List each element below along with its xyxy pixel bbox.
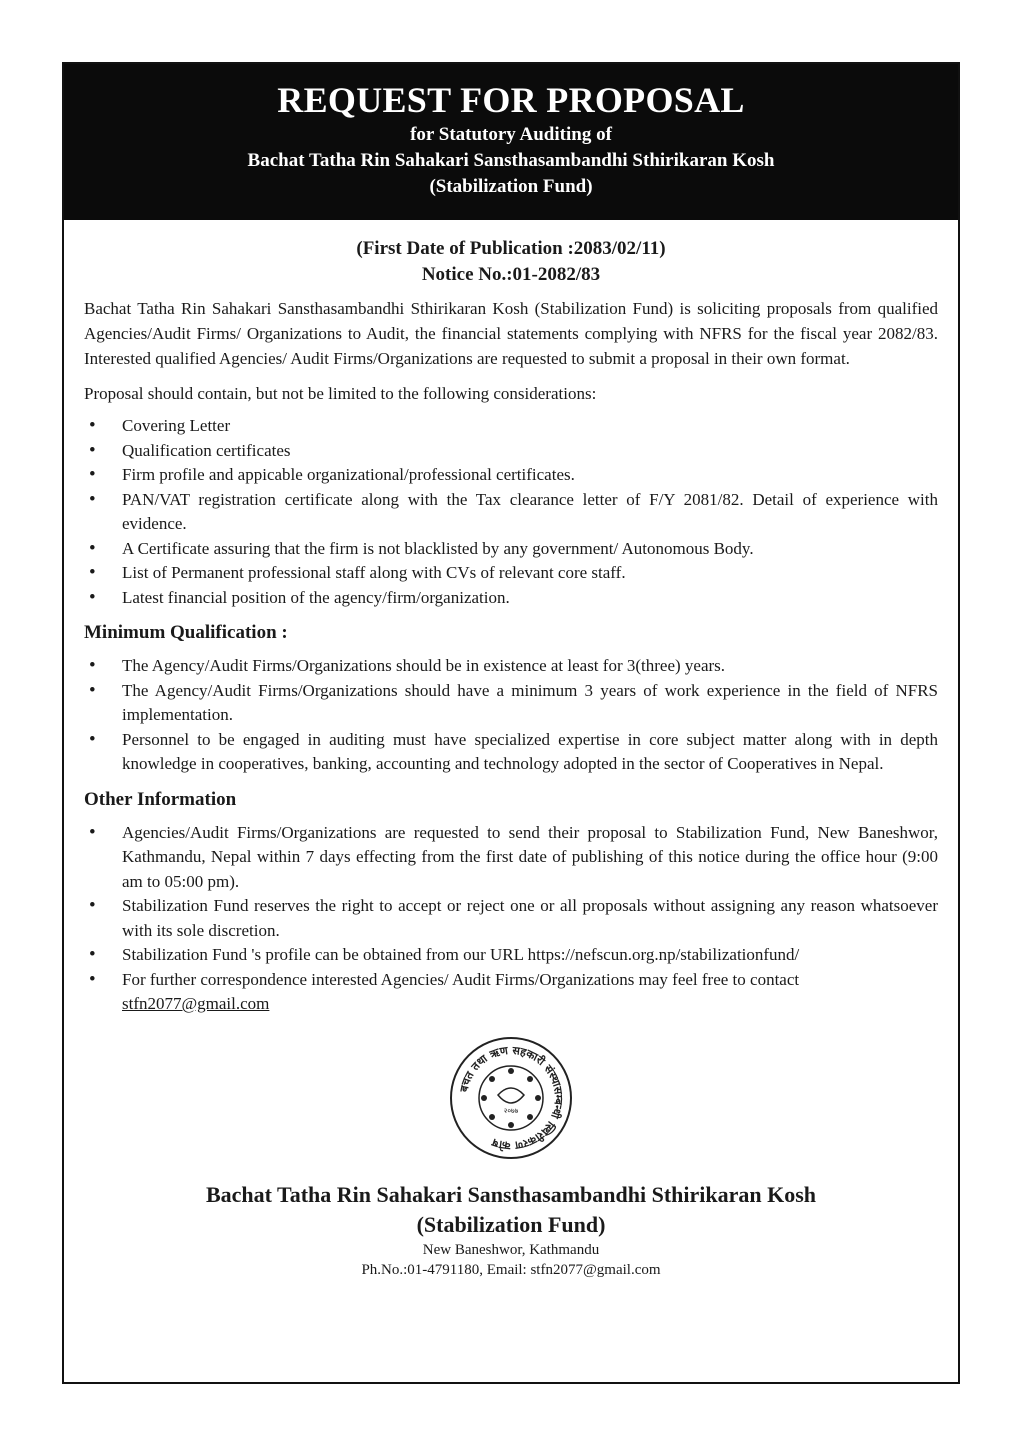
- considerations-lead: Proposal should contain, but not be limited to the following considerations:: [84, 384, 597, 403]
- list-item: • Firm profile and appicable organizational/professional certificates.: [84, 463, 938, 488]
- notice-frame: [62, 62, 960, 1384]
- svg-text:बचत तथा ऋण सहकारी संस्थासम्बन्: [457, 1043, 565, 1153]
- list-item: • A Certificate assuring that the firm is not blacklisted by any government/ Autonomous Body.: [84, 537, 938, 562]
- seal-logo-icon: [448, 1035, 574, 1161]
- list-item: • Stabilization Fund reserves the right to accept or reject one or all proposals without assigning any reason whatsoever with its sole discretion.: [84, 894, 938, 943]
- seal-ring-text: बचत तथा ऋण सहकारी संस्थासम्बन्धी स्थिरीकरण कोष: [457, 1043, 566, 1152]
- footer-address: New Baneshwor, Kathmandu: [422, 1241, 600, 1258]
- considerations-list: [84, 414, 938, 610]
- page-title: REQUEST FOR PROPOSAL: [277, 80, 745, 120]
- list-item: • The Agency/Audit Firms/Organizations should be in existence at least for 3(three) years.: [84, 654, 938, 679]
- notice-body: [64, 220, 958, 1280]
- footer-org-name: Bachat Tatha Rin Sahakari Sansthasambandhi Sthirikaran Kosh: [205, 1181, 817, 1207]
- notice-number: Notice No.:01-2082/83: [421, 264, 601, 285]
- publication-date: (First Date of Publication :2083/02/11): [356, 238, 666, 259]
- list-item: • The Agency/Audit Firms/Organizations should have a minimum 3 years of work experience in the field of NFRS implementation.: [84, 679, 938, 728]
- list-item: • Stabilization Fund 's profile can be obtained from our URL https://nefscun.org.np/stabilizationfund/: [84, 943, 938, 968]
- seal-year: २०७७: [503, 1106, 519, 1115]
- contact-text: For further correspondence interested Agencies/ Audit Firms/Organizations may feel free to contact: [122, 969, 800, 989]
- list-item: • Personnel to be engaged in auditing must have specialized expertise in core subject matter along with in depth knowledge in cooperatives, banking, accounting and technology adopted in the sector of Cooperatives in Nepal.: [84, 728, 938, 777]
- footer-contact: Ph.No.:01-4791180, Email: stfn2077@gmail.com: [361, 1261, 661, 1278]
- intro-paragraph: Bachat Tatha Rin Sahakari Sansthasambandhi Sthirikaran Kosh (Stabilization Fund) is soliciting proposals from qualified Agencies/Audit Firms/ Organizations to Audit, the financial statements complying with NFRS for the fiscal year 2082/83. Interested qualified Agencies/ Audit Firms/Organizations are requested to submit a proposal in their own format.: [84, 299, 938, 368]
- list-item: • PAN/VAT registration certificate along with the Tax clearance letter of F/Y 2081/82. Detail of experience with evidence.: [84, 488, 938, 537]
- list-item: • List of Permanent professional staff along with CVs of relevant core staff.: [84, 561, 938, 586]
- list-item: • Qualification certificates: [84, 439, 938, 464]
- list-item: [84, 968, 938, 1017]
- footer-org-subtitle: (Stabilization Fund): [416, 1211, 606, 1237]
- subtitle-line-1: for Statutory Auditing of: [410, 124, 612, 145]
- other-information-heading: Other Information: [84, 788, 237, 810]
- contact-email-link[interactable]: stfn2077@gmail.com: [122, 994, 270, 1013]
- list-item: • Latest financial position of the agency/firm/organization.: [84, 586, 938, 611]
- subtitle-line-2: Bachat Tatha Rin Sahakari Sansthasambandhi Sthirikaran Kosh: [247, 150, 775, 171]
- list-item: • Agencies/Audit Firms/Organizations are requested to send their proposal to Stabilization Fund, New Baneshwor, Kathmandu, Nepal within 7 days effecting from the first date of publishing of this notice during the office hour (9:00 am to 05:00 pm).: [84, 821, 938, 895]
- seal: [84, 1035, 938, 1166]
- list-item: • Covering Letter: [84, 414, 938, 439]
- minimum-qualification-heading: Minimum Qualification :: [84, 622, 288, 643]
- subtitle-line-3: (Stabilization Fund): [429, 176, 593, 197]
- other-information-list: [84, 821, 938, 1017]
- title-banner: [64, 64, 958, 220]
- minimum-qualification-list: [84, 654, 938, 777]
